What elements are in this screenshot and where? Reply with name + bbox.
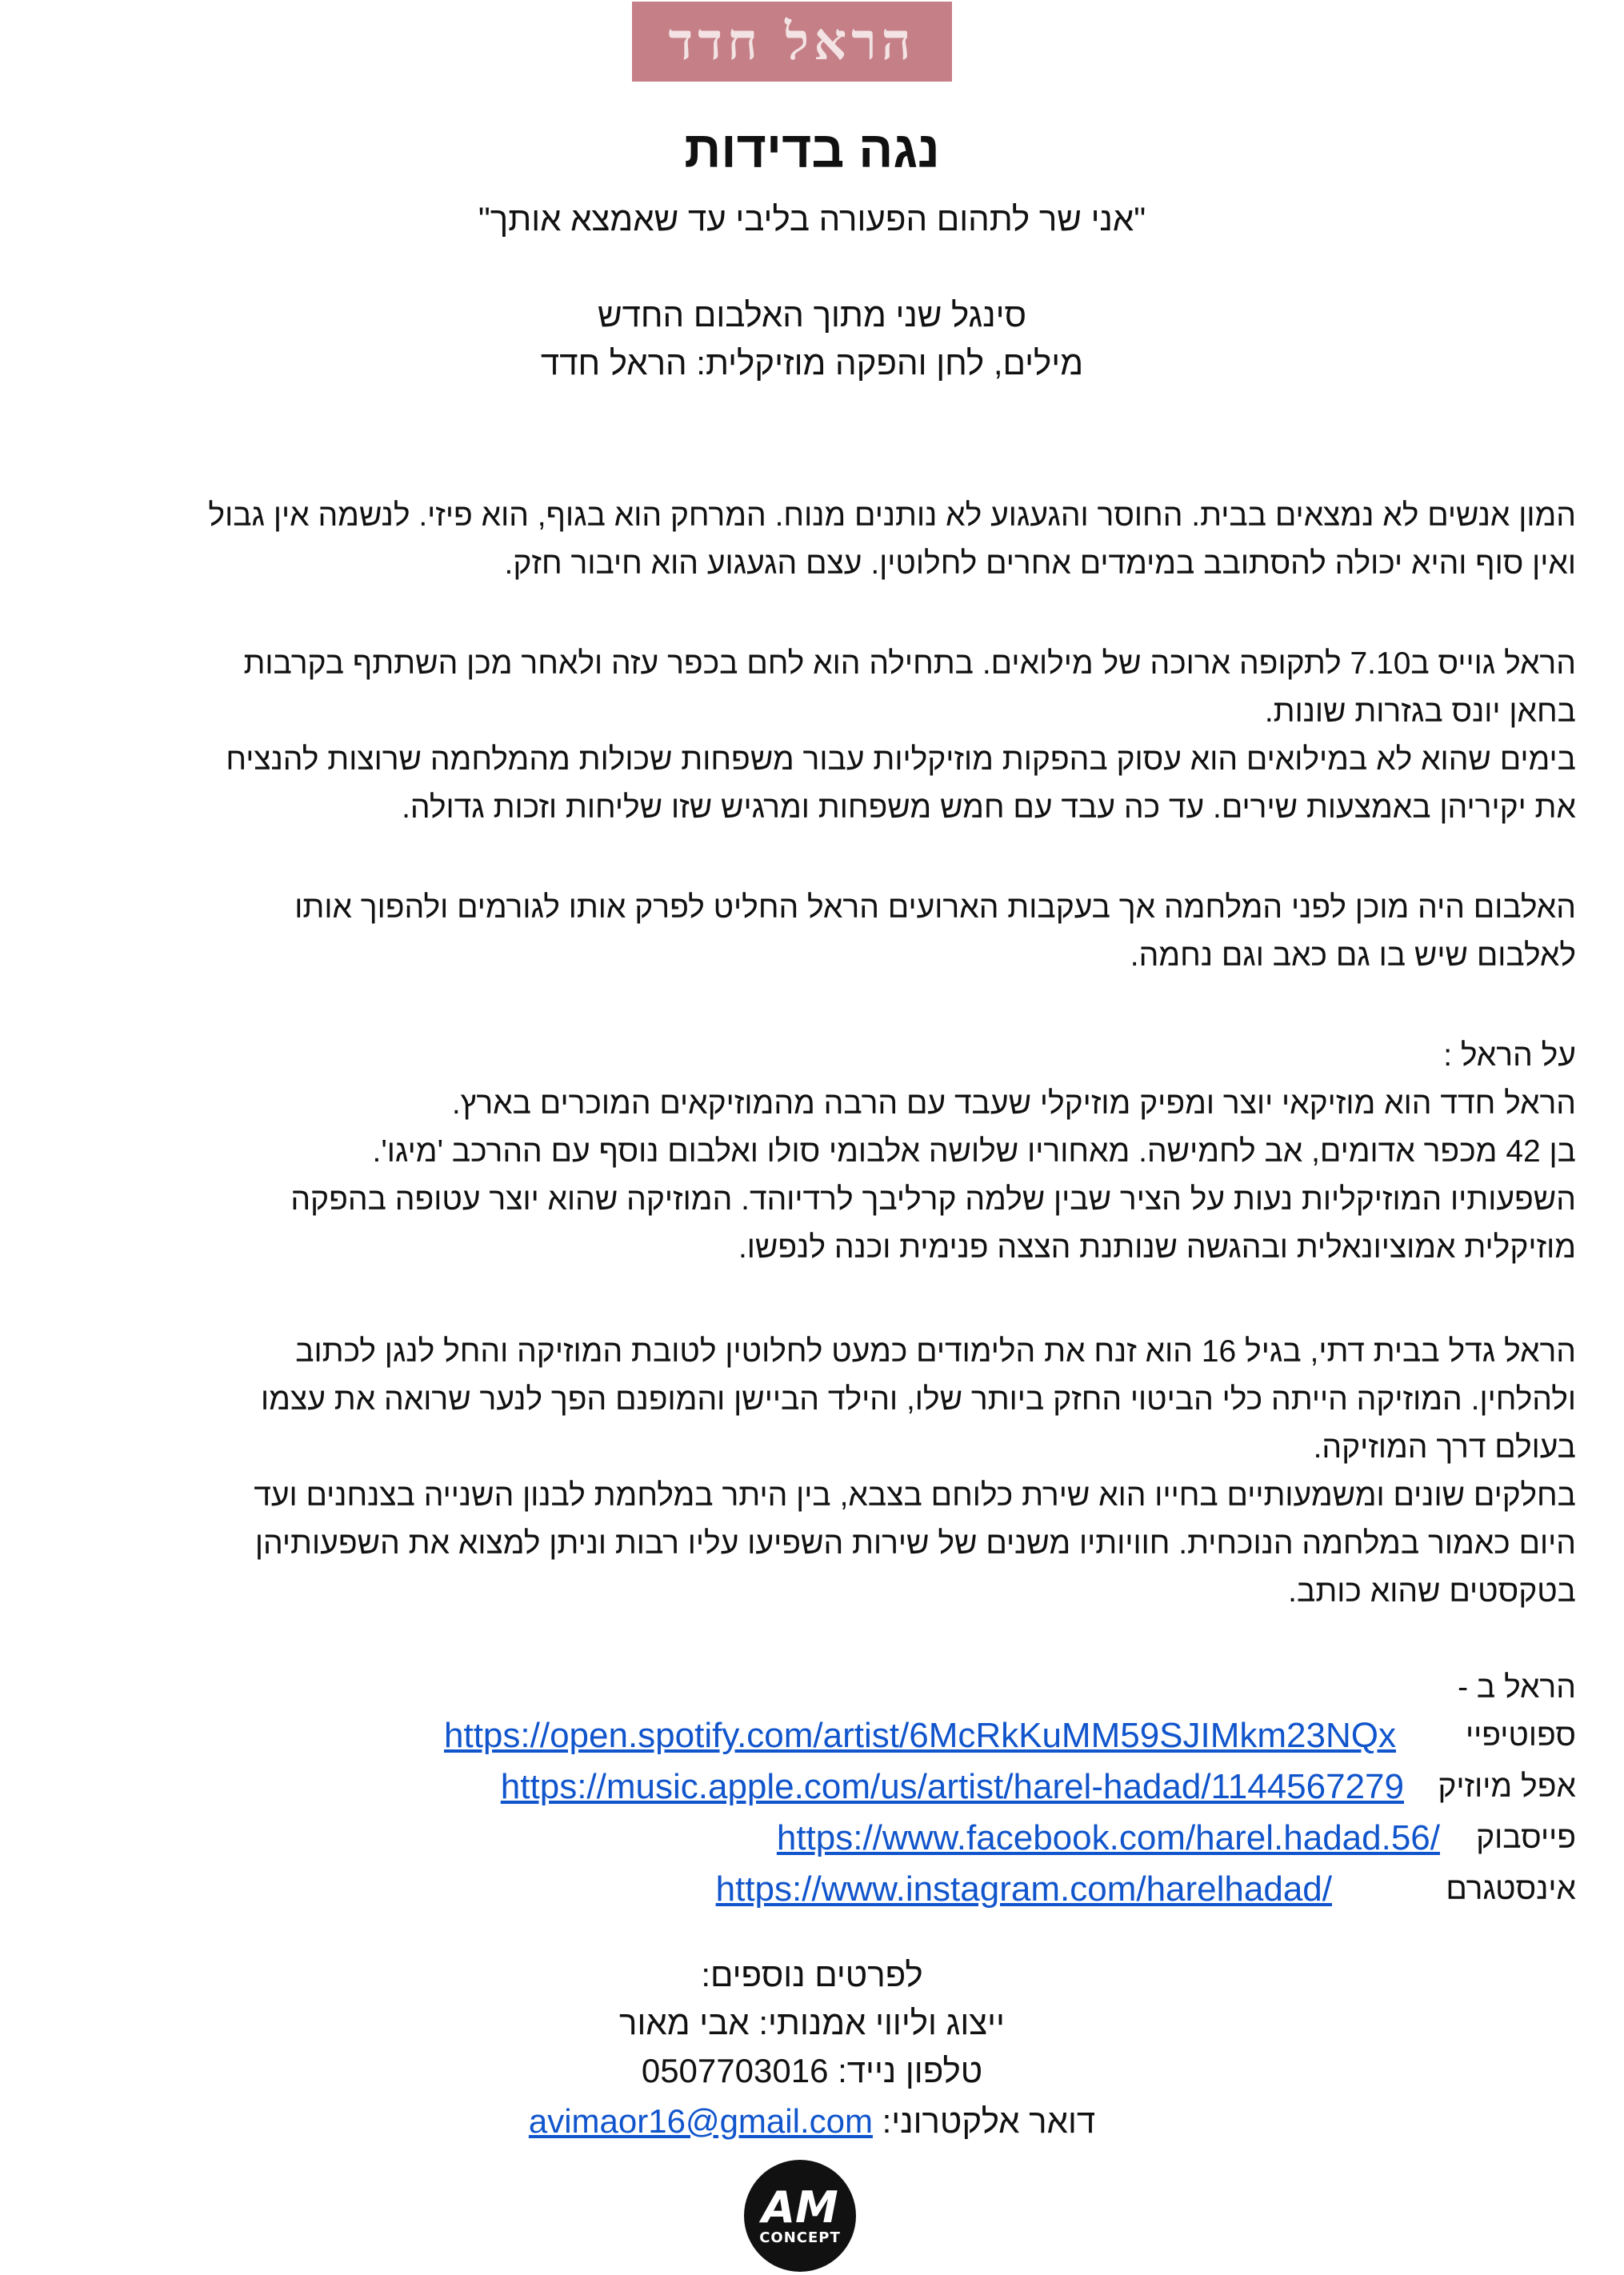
- link-row-spotify: [40, 1712, 1576, 1763]
- link-label-facebook: פייסבוק: [1476, 1821, 1576, 1855]
- phone-label: טלפון נייד:: [838, 2052, 983, 2089]
- paragraph-intro: [40, 492, 1576, 588]
- links-header: הראל ב -: [1458, 1670, 1576, 1705]
- paragraph-line: בטקסטים שהוא כותב.: [1288, 1574, 1576, 1609]
- paragraph-line: בן 42 מכפר אדומים, אב לחמישה. מאחוריו שלושה אלבומי סולו ואלבום נוסף עם ההרכב 'מיגו'.: [372, 1134, 1576, 1169]
- paragraph-line: ואין סוף והיא יכולה להסתובב במימדים אחרים לחלוטין. עצם הגעגוע הוא חיבור חזק.: [504, 546, 1576, 581]
- am-concept-logo: [744, 2160, 856, 2272]
- artist-logo-banner: [632, 2, 952, 82]
- paragraph-line: השפעותיו המוזיקליות נעות על הציר שבין שלמה קרליבך לרדיוהד. המוזיקה שהוא יוצר עטופה בהפקה: [290, 1182, 1576, 1217]
- credits-info: מילים, לחן והפקה מוזיקלית: הראל חדד: [540, 344, 1084, 382]
- concept-logo-text: CONCEPT: [759, 2229, 841, 2246]
- song-title: נגה בדידות: [684, 121, 940, 178]
- paragraph-line: היום כאמור במלחמה הנוכחית. חוויותיו משנים של שירות השפיעו עליו רבות וניתן למצוא את השפעותיהן: [254, 1526, 1576, 1561]
- paragraph-line: האלבום היה מוכן לפני המלחמה אך בעקבות הארועים הראל החליט לפרק אותו לגורמים ולהפוך אותו: [294, 890, 1576, 925]
- email-link[interactable]: avimaor16@gmail.com: [528, 2102, 873, 2140]
- paragraph-line: בחאן יונס בגזרות שונות.: [1264, 694, 1576, 729]
- paragraph-line: הראל גוייס ב7.10 לתקופה ארוכה של מילואים. בתחילה הוא לחם בכפר עזה ולאחר מכן השתתף בקרבות: [243, 646, 1576, 681]
- paragraph-line: הראל גדל בבית דתי, בגיל 16 הוא זנח את הלימודים כמעט לחלוטין לטובת המוזיקה והחל לנגן לכתוב: [295, 1334, 1576, 1369]
- paragraph-line: בעולם דרך המוזיקה.: [1313, 1430, 1576, 1465]
- paragraph-line: ולהלחין. המוזיקה הייתה כלי הביטוי החזק ביותר שלו, והילד הביישן והמופנם הפך לנער שרואה את עצמו: [261, 1382, 1576, 1417]
- link-row-facebook: [40, 1814, 1576, 1865]
- apple-music-link[interactable]: https://music.apple.com/us/artist/harel-hadad/1144567279: [500, 1767, 1404, 1806]
- paragraph-line: על הראל :: [1443, 1038, 1576, 1073]
- link-label-spotify: ספוטיפיי: [1466, 1718, 1576, 1753]
- contact-header: לפרטים נוספים:: [701, 1956, 923, 1993]
- artist-links-section: [40, 1664, 1576, 1917]
- instagram-link[interactable]: https://www.instagram.com/harelhadad/: [715, 1869, 1332, 1909]
- contact-representative: ייצוג וליווי אמנותי: אבי מאור: [619, 2004, 1005, 2041]
- paragraph-line: את יקיריהן באמצעות שירים. עד כה עבד עם חמש משפחות ומרגיש שזו שליחות וזכות גדולה.: [402, 790, 1576, 825]
- link-row-apple-music: [40, 1763, 1576, 1814]
- paragraph-line: הראל חדד הוא מוזיקאי יוצר ומפיק מוזיקלי שעבד עם הרבה מהמוזיקאים המוכרים בארץ.: [451, 1086, 1576, 1121]
- paragraph-reserve-service: [40, 640, 1576, 832]
- paragraph-line: בחלקים שונים ומשמעותיים בחייו הוא שירת כלוחם בצבא, בין היתר במלחמת לבנון השנייה בצנחנים ועד: [254, 1478, 1576, 1513]
- paragraph-line: המון אנשים לא נמצאים בבית. החוסר והגעגוע לא נותנים מנוח. המרחק הוא בגוף, הוא פיזי. לנשמה אין גבול: [208, 498, 1576, 533]
- paragraph-about-artist: [40, 1032, 1576, 1272]
- facebook-link[interactable]: https://www.facebook.com/harel.hadad.56/: [776, 1818, 1440, 1857]
- am-logo-mark: AM: [762, 2181, 838, 2233]
- artist-logo-text: הראל חדד: [668, 11, 916, 72]
- paragraph-line: בימים שהוא לא במילואים הוא עסוק בהפקות מוזיקליות עבור משפחות שכולות מהמלחמה שרוצות להנציח: [226, 742, 1576, 777]
- paragraph-biography: [40, 1328, 1576, 1616]
- paragraph-line: מוזיקלית אמוציונאלית ובהגשה שנותנת הצצה פנימית וכנה לנפשו.: [738, 1230, 1576, 1265]
- spotify-link[interactable]: https://open.spotify.com/artist/6McRkKuMM59SJIMkm23NQx: [444, 1716, 1396, 1755]
- link-label-instagram: אינסטגרם: [1446, 1872, 1576, 1906]
- link-row-instagram: [40, 1865, 1576, 1917]
- email-label: דואר אלקטרוני:: [882, 2102, 1096, 2140]
- paragraph-line: לאלבום שיש בו גם כאב וגם נחמה.: [1130, 938, 1576, 973]
- phone-number: 0507703016: [641, 2052, 829, 2089]
- single-info: סינגל שני מתוך האלבום החדש: [597, 296, 1027, 334]
- song-quote: "אני שר לתהום הפעורה בליבי עד שאמצא אותך": [478, 200, 1146, 238]
- link-label-apple-music: אפל מיוזיק: [1438, 1769, 1576, 1804]
- contact-email-line: [0, 2102, 1624, 2141]
- contact-phone-line: [0, 2052, 1624, 2090]
- paragraph-album: [40, 884, 1576, 980]
